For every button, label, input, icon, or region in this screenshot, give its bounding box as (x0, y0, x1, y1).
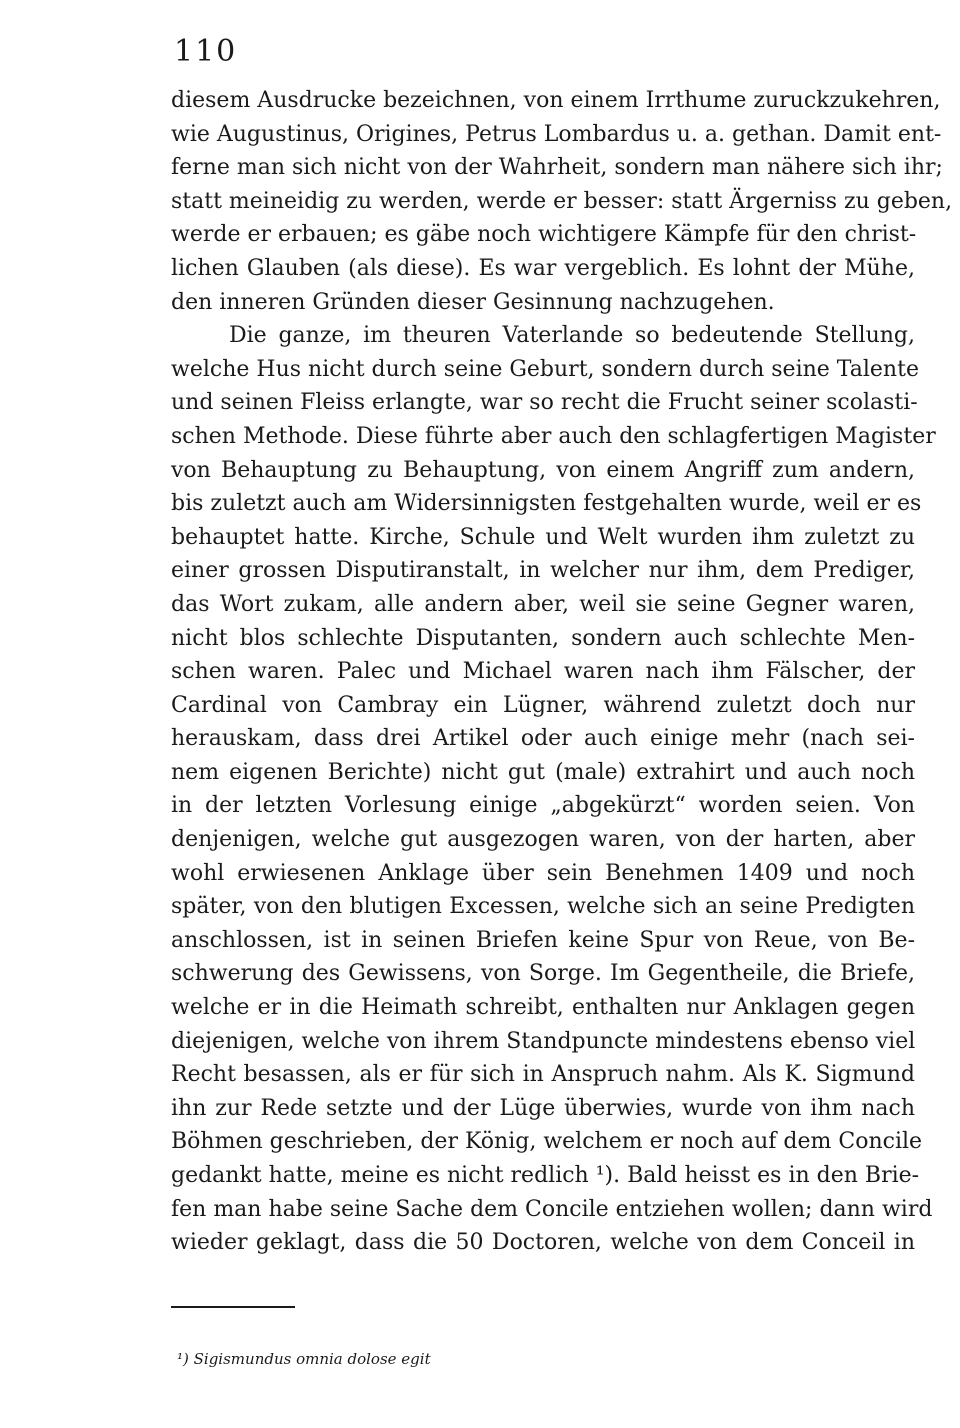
text-line: Böhmen geschrieben, der König, welchem er noch auf dem Concile (171, 1129, 923, 1155)
text-line: einer grossen Disputiranstalt, in welcher nur ihm, dem Prediger, (171, 558, 915, 584)
text-line: diesem Ausdrucke bezeichnen, von einem Irrthume zuruckzukehren, (171, 88, 941, 113)
text-line: wohl erwiesenen Anklage über sein Benehmen 1409 und noch (171, 860, 915, 886)
text-line: werde er erbauen; es gäbe noch wichtigere Kämpfe für den christ- (171, 222, 917, 248)
text-line: anschlossen, ist in seinen Briefen keine Spur von Reue, von Be- (171, 927, 915, 953)
page-number: 110 (174, 34, 238, 69)
text-line: herauskam, dass drei Artikel oder auch einige mehr (nach sei- (171, 726, 915, 752)
text-line: das Wort zukam, alle andern aber, weil sie seine Gegner waren, (171, 591, 915, 617)
footnote-divider (171, 1306, 295, 1308)
text-line: behauptet hatte. Kirche, Schule und Welt wurden ihm zuletzt zu (171, 524, 915, 550)
text-line: den inneren Gründen dieser Gesinnung nachzugehen. (171, 289, 775, 315)
text-line: schwerung des Gewissens, von Sorge. Im Gegentheile, die Briefe, (171, 961, 915, 987)
text-line: lichen Glauben (als diese). Es war vergeblich. Es lohnt der Mühe, (171, 255, 915, 281)
text-line: Cardinal von Cambray ein Lügner, während zuletzt doch nur (171, 692, 915, 718)
text-line: gedankt hatte, meine es nicht redlich ¹). Bald heisst es in den Brie- (171, 1163, 920, 1188)
text-line: welche Hus nicht durch seine Geburt, sondern durch seine Talente (171, 356, 919, 382)
text-line: ihn zur Rede setzte und der Lüge überwies, wurde von ihm nach (171, 1095, 915, 1121)
text-line: später, von den blutigen Excessen, welche sich an seine Predigten (171, 894, 915, 920)
text-line: schen waren. Palec und Michael waren nach ihm Fälscher, der (171, 659, 915, 685)
text-line: denjenigen, welche gut ausgezogen waren, von der harten, aber (171, 827, 915, 853)
text-line: welche er in die Heimath schreibt, enthalten nur Anklagen gegen (171, 995, 915, 1021)
text-line: bis zuletzt auch am Widersinnigsten festgehalten wurde, weil er es (171, 491, 922, 517)
text-line: schen Methode. Diese führte aber auch den schlagfertigen Magister (171, 423, 936, 449)
text-line: wie Augustinus, Origines, Petrus Lombardus u. a. gethan. Damit ent- (171, 121, 942, 147)
text-line: in der letzten Vorlesung einige „abgekürzt“ worden seien. Von (171, 793, 915, 819)
text-line: Die ganze, im theuren Vaterlande so bedeutende Stellung, (229, 323, 915, 349)
body-text (171, 84, 953, 1260)
text-line: Recht besassen, als er für sich in Anspruch nahm. Als K. Sigmund (171, 1062, 915, 1088)
text-line: fen man habe seine Sache dem Concile entziehen wollen; dann wird (171, 1196, 933, 1222)
footnote: ¹) Sigismundus omnia dolose egit (177, 1350, 431, 1368)
text-line: und seinen Fleiss erlangte, war so recht die Frucht seiner scolasti- (171, 390, 918, 416)
text-line: diejenigen, welche von ihrem Standpuncte mindestens ebenso viel (171, 1028, 916, 1054)
text-line: nicht blos schlechte Disputanten, sondern auch schlechte Men- (171, 625, 915, 651)
text-line: ferne man sich nicht von der Wahrheit, sondern man nähere sich ihr; (171, 155, 943, 181)
text-line: wieder geklagt, dass die 50 Doctoren, welche von dem Conceil in (171, 1230, 915, 1256)
text-line: statt meineidig zu werden, werde er besser: statt Ärgerniss zu geben, (171, 188, 953, 214)
text-line: nem eigenen Berichte) nicht gut (male) extrahirt und auch noch (171, 759, 915, 785)
text-line: von Behauptung zu Behauptung, von einem Angriff zum andern, (171, 457, 915, 483)
